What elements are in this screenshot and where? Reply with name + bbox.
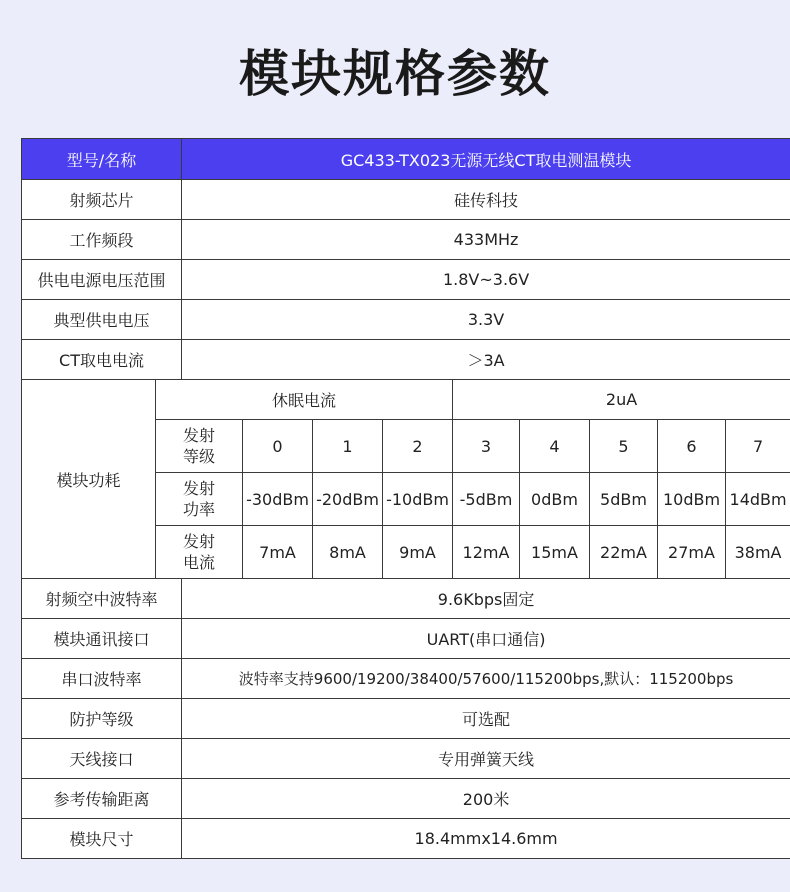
row-label: CT取电电流 xyxy=(22,340,182,380)
page-title: 模块规格参数 xyxy=(239,45,551,103)
tx-current-cell: 27mA xyxy=(658,526,726,579)
level-cell: 0 xyxy=(243,420,313,473)
table-row xyxy=(22,220,790,260)
row-value: UART(串口通信) xyxy=(182,619,790,659)
row-value: 专用弹簧天线 xyxy=(182,739,790,779)
row-value: ＞3A xyxy=(182,340,790,380)
row-label: 模块通讯接口 xyxy=(22,619,182,659)
tx-power-cell: 0dBm xyxy=(520,473,590,526)
level-cell: 3 xyxy=(453,420,520,473)
row-label: 天线接口 xyxy=(22,739,182,779)
row-label: 参考传输距离 xyxy=(22,779,182,819)
tx-current-label-line1: 发射 xyxy=(182,532,215,551)
table-row xyxy=(22,819,790,859)
tx-current-cell: 15mA xyxy=(520,526,590,579)
tx-power-cell: -30dBm xyxy=(243,473,313,526)
table-row xyxy=(22,659,790,699)
tx-current-label xyxy=(156,526,243,579)
row-value: 433MHz xyxy=(182,220,790,260)
row-label: 典型供电电压 xyxy=(22,300,182,340)
row-label: 防护等级 xyxy=(22,699,182,739)
header-value: GC433-TX023无源无线CT取电测温模块 xyxy=(182,139,790,180)
table-row xyxy=(22,260,790,300)
row-value: 可选配 xyxy=(182,699,790,739)
tx-power-label-line2: 功率 xyxy=(182,500,215,519)
table-row xyxy=(22,779,790,819)
row-value: 硅传科技 xyxy=(182,180,790,220)
tx-current-cell: 7mA xyxy=(243,526,313,579)
power-sleep-row xyxy=(22,380,790,420)
tx-current-cell: 38mA xyxy=(726,526,790,579)
power-label: 模块功耗 xyxy=(22,380,156,579)
header-label: 型号/名称 xyxy=(22,139,182,180)
level-cell: 2 xyxy=(383,420,453,473)
tx-power-cell: -10dBm xyxy=(383,473,453,526)
row-value: 3.3V xyxy=(182,300,790,340)
row-label: 供电电源电压范围 xyxy=(22,260,182,300)
sleep-current-value: 2uA xyxy=(453,380,790,420)
row-label: 射频芯片 xyxy=(22,180,182,220)
row-label: 射频空中波特率 xyxy=(22,579,182,619)
table-row xyxy=(22,699,790,739)
table-row xyxy=(22,619,790,659)
row-value: 9.6Kbps固定 xyxy=(182,579,790,619)
tx-power-label xyxy=(156,473,243,526)
level-cell: 7 xyxy=(726,420,790,473)
tx-current-cell: 8mA xyxy=(313,526,383,579)
tx-current-cell: 9mA xyxy=(383,526,453,579)
row-value: 波特率支持9600/19200/38400/57600/115200bps,默认：115200bps xyxy=(182,659,790,699)
level-label-line2: 等级 xyxy=(182,447,215,466)
table-header-row xyxy=(22,139,790,180)
tx-power-cell: 5dBm xyxy=(590,473,658,526)
level-cell: 6 xyxy=(658,420,726,473)
level-label xyxy=(156,420,243,473)
row-label: 串口波特率 xyxy=(22,659,182,699)
table-row xyxy=(22,579,790,619)
level-cell: 1 xyxy=(313,420,383,473)
row-label: 工作频段 xyxy=(22,220,182,260)
tx-current-cell: 22mA xyxy=(590,526,658,579)
table-row xyxy=(22,300,790,340)
table-row xyxy=(22,739,790,779)
tx-power-label-line1: 发射 xyxy=(182,479,215,498)
tx-power-cell: -20dBm xyxy=(313,473,383,526)
level-cell: 4 xyxy=(520,420,590,473)
level-cell: 5 xyxy=(590,420,658,473)
tx-power-cell: -5dBm xyxy=(453,473,520,526)
tx-current-label-line2: 电流 xyxy=(182,553,215,572)
spec-table xyxy=(21,138,790,859)
row-value: 18.4mmx14.6mm xyxy=(182,819,790,859)
level-label-line1: 发射 xyxy=(182,426,215,445)
row-value: 200米 xyxy=(182,779,790,819)
tx-power-cell: 10dBm xyxy=(658,473,726,526)
table-row xyxy=(22,180,790,220)
row-label: 模块尺寸 xyxy=(22,819,182,859)
tx-current-cell: 12mA xyxy=(453,526,520,579)
tx-power-cell: 14dBm xyxy=(726,473,790,526)
row-value: 1.8V~3.6V xyxy=(182,260,790,300)
sleep-current-label: 休眠电流 xyxy=(156,380,453,420)
table-row xyxy=(22,340,790,380)
